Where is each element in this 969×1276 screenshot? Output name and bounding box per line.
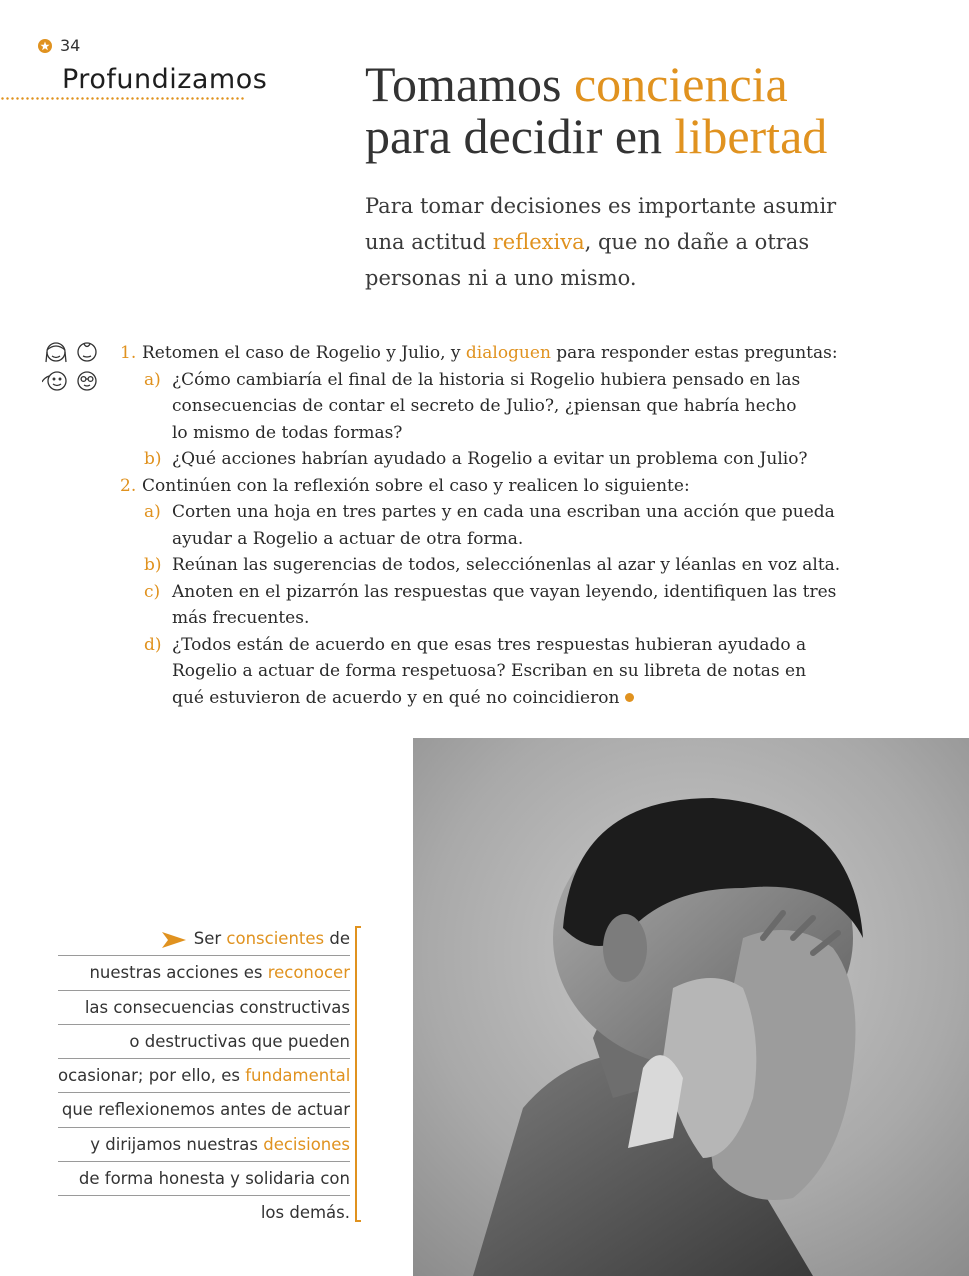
question-2: 2. Continúen con la reflexión sobre el caso y realicen lo siguiente: — [120, 475, 690, 496]
question-1a: a) ¿Cómo cambiaría el final de la historia si Rogelio hubiera pensado en las consecuencias de contar el secreto de Julio?, ¿piensan que habría hecho lo mismo de todas formas? — [144, 369, 801, 443]
section-title: Profundizamos — [62, 64, 268, 95]
dotted-rule — [0, 97, 244, 100]
activity-list — [120, 340, 860, 711]
title-highlight: libertad — [674, 108, 828, 164]
intro-paragraph: Para tomar decisiones es importante asumir una actitud reflexiva, que no dañe a otras personas ni a uno mismo. — [365, 194, 837, 290]
arrow-right-icon — [162, 932, 186, 948]
question-2d: d) ¿Todos están de acuerdo en que esas tres respuestas hubieran ayudado a Rogelio a actuar de forma respetuosa? Escriban en su libreta de notas en qué estuvieron de acuerdo y en qué no coincidieron — [144, 634, 807, 708]
question-2c: c) Anoten en el pizarrón las respuestas que vayan leyendo, identifiquen las tres más frecuentes. — [144, 581, 837, 628]
star-icon — [38, 39, 52, 53]
end-bullet-icon — [625, 693, 634, 702]
question-1: 1. Retomen el caso de Rogelio y Julio, y dialoguen para responder estas preguntas: — [120, 343, 838, 363]
title-highlight: conciencia — [573, 56, 788, 112]
page-number — [38, 36, 80, 55]
team-work-icon — [42, 340, 102, 396]
title-text: para decidir en — [365, 108, 675, 164]
page-number-text: 34 — [60, 36, 81, 55]
title-text: Tomamos — [365, 56, 574, 112]
question-2b: b) Reúnan las sugerencias de todos, selecciónenlas al azar y léanlas en voz alta. — [144, 555, 841, 575]
photo-crying-boy — [413, 738, 969, 1276]
question-1b: b) ¿Qué acciones habrían ayudado a Rogelio a evitar un problema con Julio? — [144, 449, 808, 469]
page-title — [365, 58, 827, 162]
reflection-callout: Ser conscientes de nuestras acciones es reconocer las consecuencias constructivas o destructivas que pueden ocasionar; por ello, es fundamental que reflexionemos antes de actuar y dirijamos nuestras decisiones de forma honesta y solidaria con los demás. — [58, 922, 350, 1230]
question-2a: a) Corten una hoja en tres partes y en cada una escriban una acción que pueda ayudar a Rogelio a actuar de otra forma. — [144, 502, 835, 549]
callout-bracket — [355, 926, 361, 1222]
